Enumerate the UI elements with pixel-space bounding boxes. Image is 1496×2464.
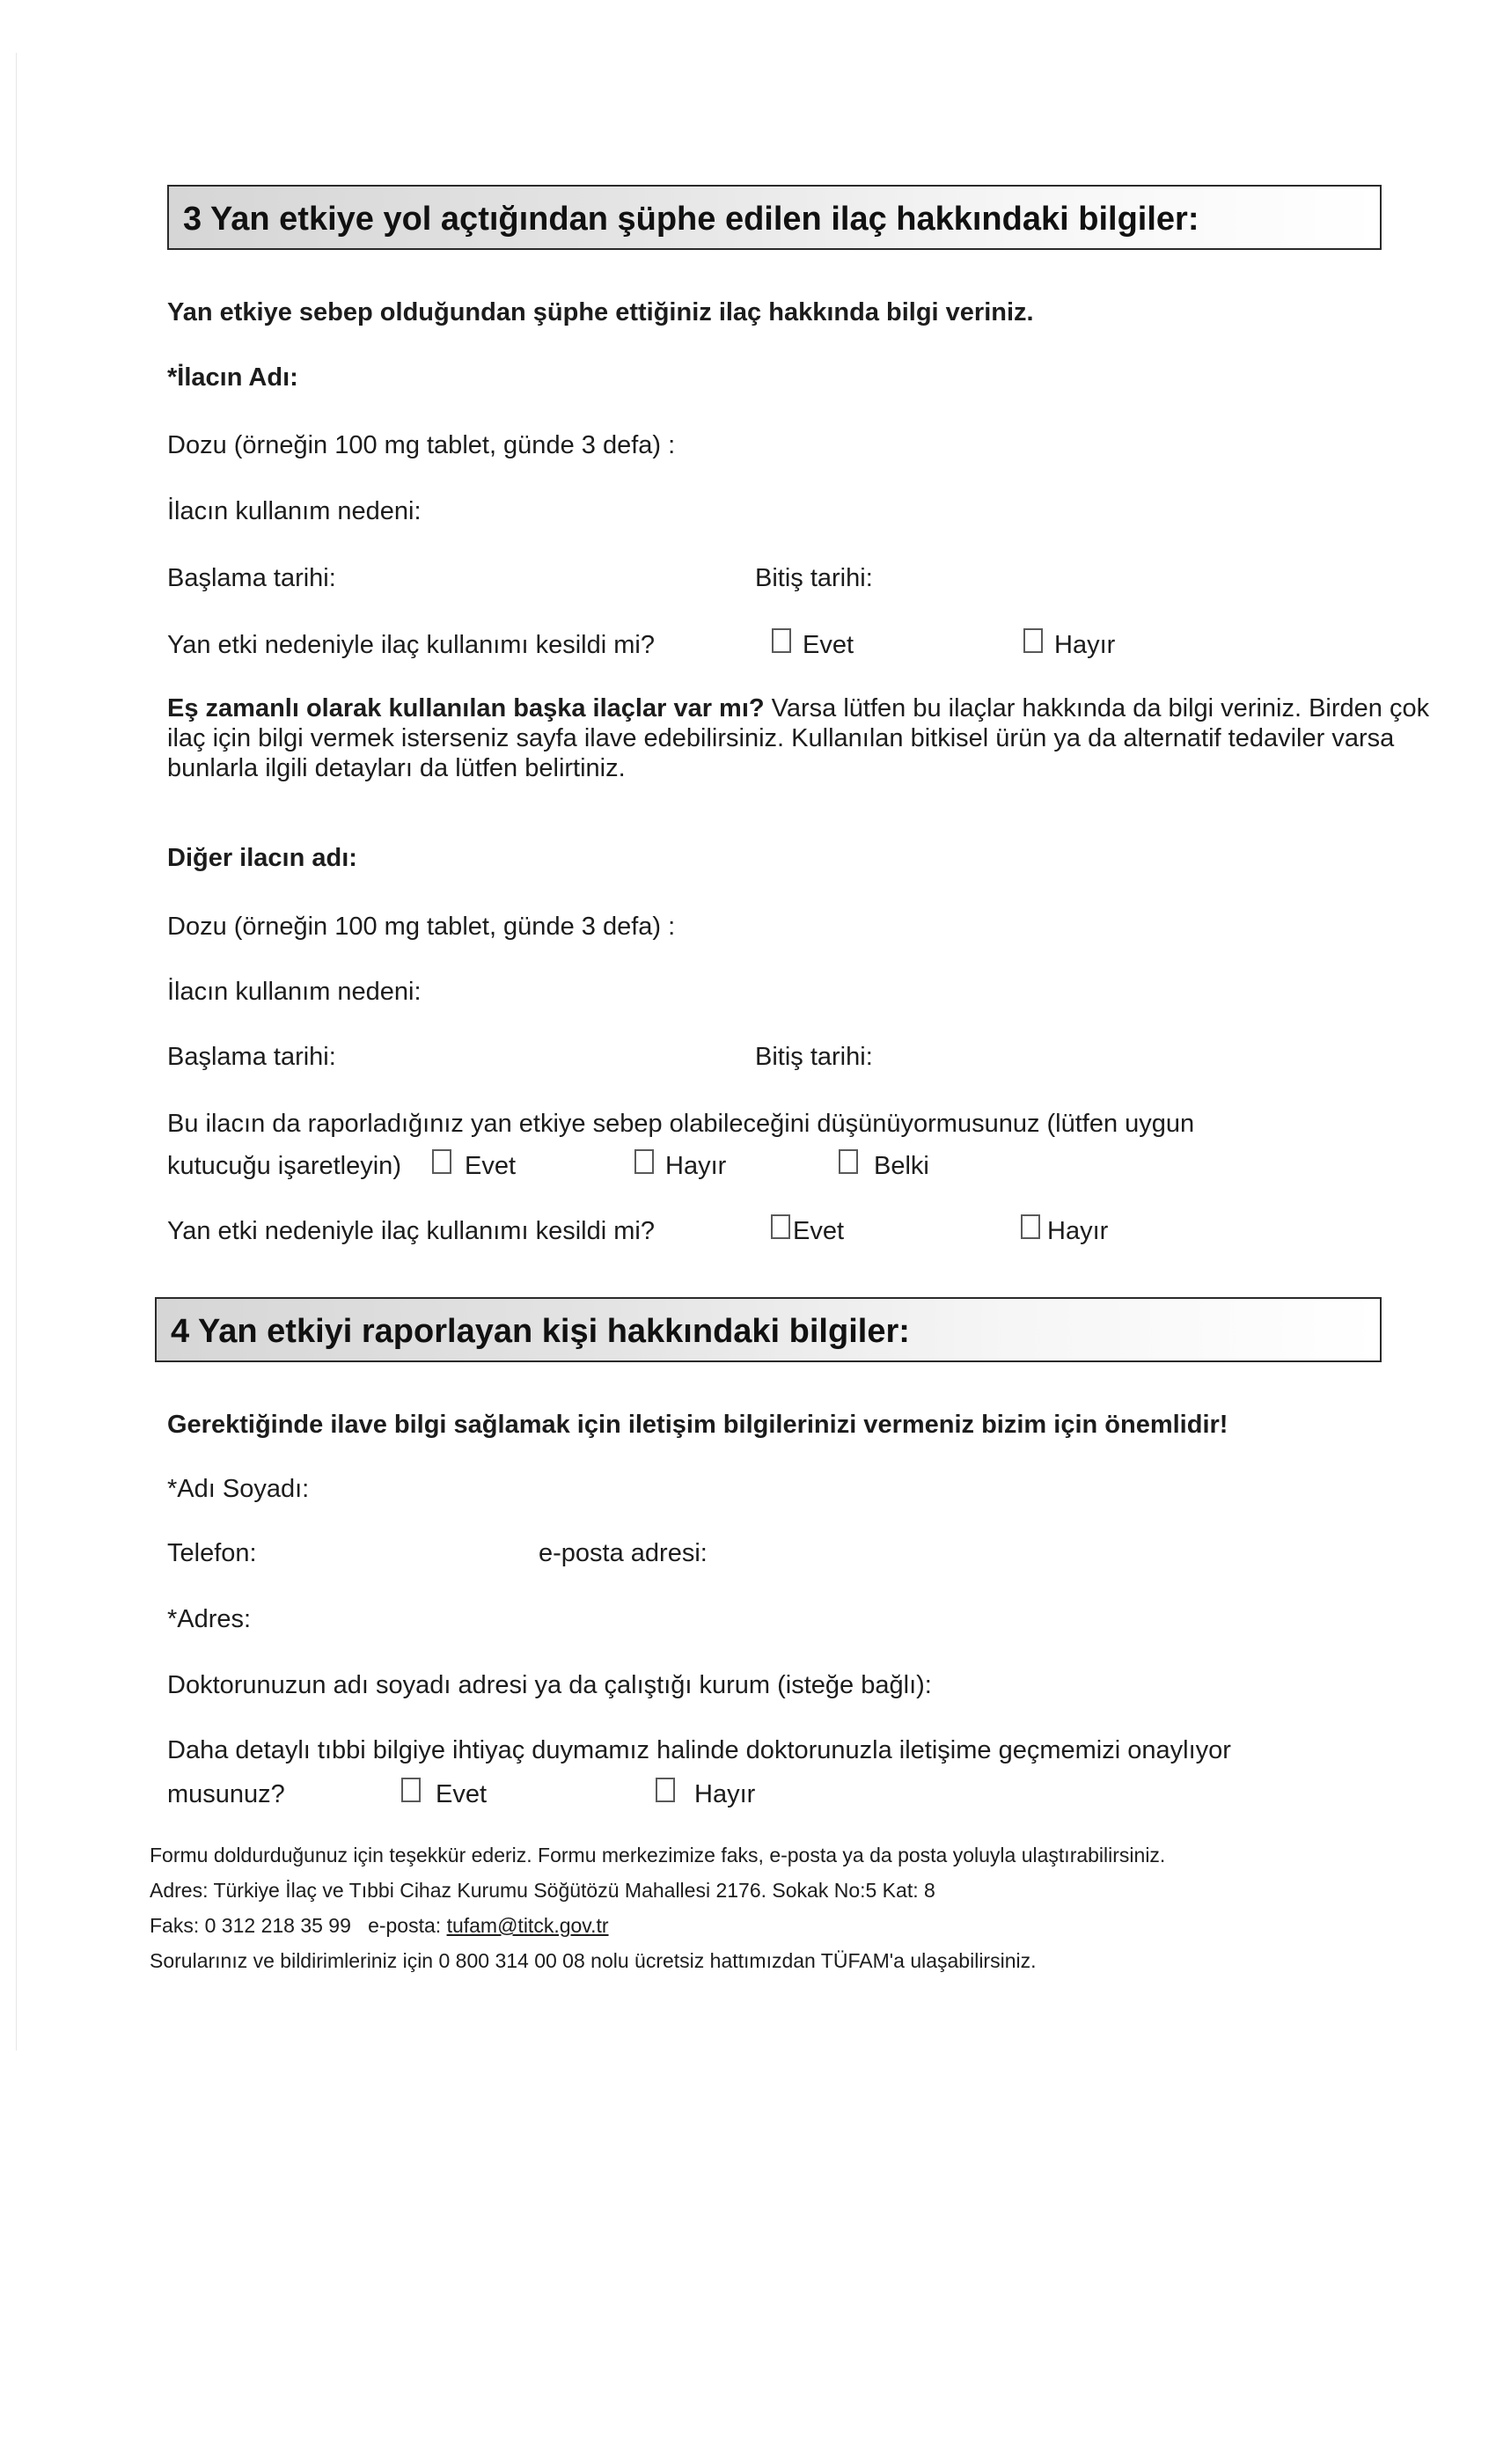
cause-maybe-checkbox[interactable]: [839, 1149, 858, 1174]
cause-no-label: Hayır: [665, 1152, 727, 1180]
footer-email-link[interactable]: tufam@titck.gov.tr: [446, 1914, 609, 1937]
cause-question-line2: kutucuğu işaretleyin): [167, 1152, 401, 1180]
stopped-yes-checkbox[interactable]: [772, 628, 791, 653]
stopped-question: Yan etki nedeniyle ilaç kullanımı kesildi mi?: [167, 631, 655, 659]
email-label: e-posta adresi:: [539, 1539, 708, 1567]
consent-yes-label: Evet: [436, 1780, 488, 1808]
stopped-no-checkbox[interactable]: [1023, 628, 1043, 653]
drug-name-label: *İlacın Adı:: [167, 363, 298, 392]
consent-no-label: Hayır: [694, 1780, 756, 1808]
stopped-yes-label-2: Evet: [793, 1217, 845, 1245]
cause-yes-checkbox[interactable]: [432, 1149, 451, 1174]
section-4-intro: Gerektiğinde ilave bilgi sağlamak için iletişim bilgilerinizi vermeniz bizim için önemlidir!: [167, 1411, 1228, 1439]
cause-question-line1: Bu ilacın da raporladığınız yan etkiye sebep olabileceğini düşünüyormusunuz (lütfen uygun: [167, 1110, 1195, 1138]
scan-edge-shadow: [16, 53, 17, 2050]
end-date-label-2: Bitiş tarihi:: [755, 1043, 873, 1071]
stopped-question-2: Yan etki nedeniyle ilaç kullanımı kesildi mi?: [167, 1217, 655, 1245]
doctor-label: Doktorunuzun adı soyadı adresi ya da çalıştığı kurum (isteğe bağlı):: [167, 1671, 932, 1699]
footer-contact: [150, 1913, 609, 1938]
footer-email-prefix: e-posta:: [368, 1914, 442, 1937]
section-3-title: 3 Yan etkiye yol açtığından şüphe edilen ilaç hakkındaki bilgiler:: [183, 201, 1199, 238]
footer-thanks: Formu doldurduğunuz için teşekkür ederiz. Formu merkezimize faks, e-posta ya da posta yoluyla ulaştırabilirsiniz.: [150, 1844, 1166, 1866]
consent-yes-checkbox[interactable]: [401, 1778, 421, 1802]
stopped-no-checkbox-2[interactable]: [1021, 1214, 1040, 1239]
footer-fax: Faks: 0 312 218 35 99: [150, 1914, 351, 1937]
start-date-label-2: Başlama tarihi:: [167, 1043, 336, 1071]
dose-label-2: Dozu (örneğin 100 mg tablet, günde 3 defa) :: [167, 913, 676, 941]
concomitant-instructions: Varsa lütfen bu ilaçlar hakkında da bilgi veriniz. Birden çok ilaç için bilgi vermek isterseniz sayfa ilave edebilirsiniz. Kullanılan bitkisel ürün ya da alternatif tedaviler varsa bunlarla ilgili detayları da lütfen belirtiniz.: [167, 694, 1430, 782]
other-drug-label: Diğer ilacın adı:: [167, 844, 357, 872]
footer-address: Adres: Türkiye İlaç ve Tıbbi Cihaz Kurumu Söğütözü Mahallesi 2176. Sokak No:5 Kat: 8: [150, 1879, 935, 1902]
stopped-yes-checkbox-2[interactable]: [771, 1214, 790, 1239]
cause-yes-label: Evet: [465, 1152, 517, 1180]
start-date-label: Başlama tarihi:: [167, 564, 336, 592]
section-3-intro: Yan etkiye sebep olduğundan şüphe ettiğiniz ilaç hakkında bilgi veriniz.: [167, 298, 1034, 326]
consent-question-line2: musunuz?: [167, 1780, 285, 1808]
section-4-header: [155, 1297, 1382, 1362]
dose-label: Dozu (örneğin 100 mg tablet, günde 3 defa) :: [167, 431, 676, 459]
phone-label: Telefon:: [167, 1539, 257, 1567]
stopped-no-label: Hayır: [1054, 631, 1116, 659]
consent-question-line1: Daha detaylı tıbbi bilgiye ihtiyaç duymamız halinde doktorunuzla iletişime geçmemizi onaylıyor: [167, 1736, 1231, 1764]
stopped-yes-label: Evet: [803, 631, 854, 659]
section-4-title: 4 Yan etkiyi raporlayan kişi hakkındaki bilgiler:: [171, 1313, 910, 1350]
usage-reason-label: İlacın kullanım nedeni:: [167, 497, 422, 525]
end-date-label: Bitiş tarihi:: [755, 564, 873, 592]
cause-no-checkbox[interactable]: [634, 1149, 654, 1174]
consent-no-checkbox[interactable]: [656, 1778, 675, 1802]
full-name-label: *Adı Soyadı:: [167, 1475, 310, 1503]
stopped-no-label-2: Hayır: [1047, 1217, 1109, 1245]
concomitant-paragraph: [167, 693, 1434, 783]
cause-maybe-label: Belki: [874, 1152, 929, 1180]
address-label: *Adres:: [167, 1605, 252, 1633]
section-3-header: [167, 185, 1382, 250]
usage-reason-label-2: İlacın kullanım nedeni:: [167, 978, 422, 1006]
concomitant-question: Eş zamanlı olarak kullanılan başka ilaçlar var mı?: [167, 694, 765, 722]
footer-hotline: Sorularınız ve bildirimleriniz için 0 800 314 00 08 nolu ücretsiz hattımızdan TÜFAM'a ulaşabilirsiniz.: [150, 1949, 1037, 1972]
